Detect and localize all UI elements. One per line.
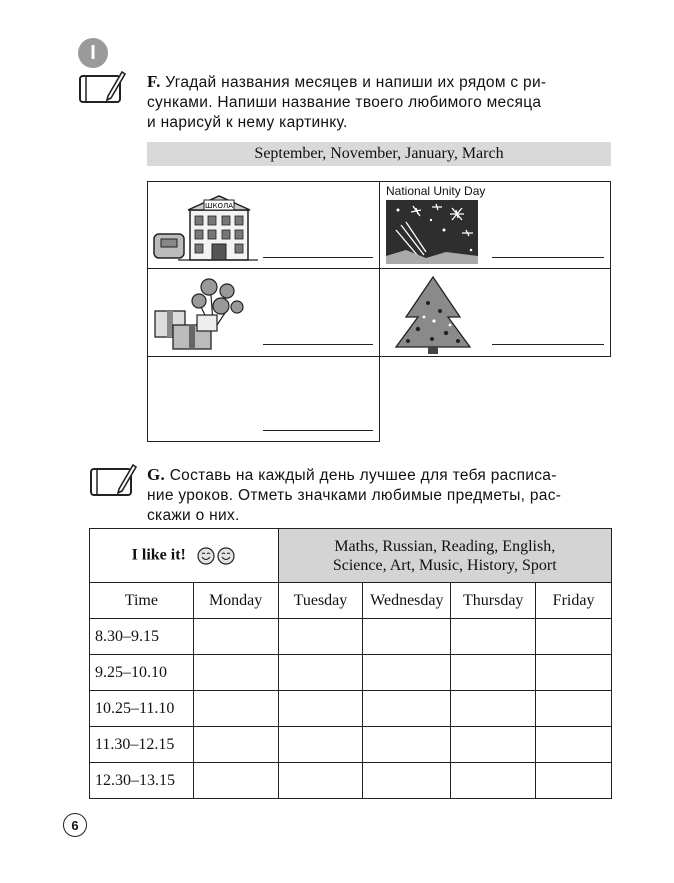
time-slot: 12.30–13.15 <box>90 763 194 799</box>
picture-cell-school <box>147 181 380 269</box>
header-tuesday: Tuesday <box>278 583 363 619</box>
task-g-line-3: скажи о них. <box>147 507 240 524</box>
page-number: 6 <box>63 813 87 837</box>
time-slot: 11.30–12.15 <box>90 727 194 763</box>
flowers-gifts-picture <box>151 273 251 353</box>
lesson-cell[interactable] <box>363 763 451 799</box>
picture-cell-favourite-month[interactable] <box>147 356 380 442</box>
unit-badge: I <box>78 38 108 68</box>
answer-line-tree[interactable] <box>492 344 604 345</box>
lesson-cell[interactable] <box>536 763 612 799</box>
subjects-line-2: Science, Art, Music, History, Sport <box>332 556 557 574</box>
picture-cell-fireworks <box>379 181 611 269</box>
lesson-cell[interactable] <box>193 727 278 763</box>
task-g-line-2: ние уроков. Отметь значками любимые предметы, рас- <box>147 487 562 504</box>
lesson-cell[interactable] <box>363 727 451 763</box>
lesson-cell[interactable] <box>363 655 451 691</box>
lesson-cell[interactable] <box>193 655 278 691</box>
lesson-cell[interactable] <box>536 727 612 763</box>
lesson-cell[interactable] <box>451 727 536 763</box>
lesson-cell[interactable] <box>451 619 536 655</box>
answer-line-school[interactable] <box>263 257 373 258</box>
school-sign: ШКОЛА <box>204 202 234 210</box>
christmas-tree-picture <box>388 273 478 355</box>
header-monday: Monday <box>193 583 278 619</box>
time-slot: 9.25–10.10 <box>90 655 194 691</box>
header-wednesday: Wednesday <box>363 583 451 619</box>
picture-cell-flowers <box>147 268 380 357</box>
lesson-cell[interactable] <box>193 763 278 799</box>
task-f-line-1: Угадай названия месяцев и напиши их рядом с ри- <box>165 74 547 91</box>
i-like-label: I like it! <box>131 546 186 564</box>
task-f-line-3: и нарисуй к нему картинку. <box>147 114 348 131</box>
answer-line-flowers[interactable] <box>263 344 373 345</box>
task-f-instructions <box>147 72 611 133</box>
table-row <box>90 763 612 799</box>
school-picture <box>152 192 262 264</box>
i-like-cell <box>90 529 279 583</box>
lesson-cell[interactable] <box>536 655 612 691</box>
lesson-cell[interactable] <box>451 763 536 799</box>
lesson-cell[interactable] <box>451 655 536 691</box>
task-g-letter: G. <box>147 465 166 484</box>
lesson-cell[interactable] <box>363 691 451 727</box>
task-g-line-1: Составь на каждый день лучшее для тебя расписа- <box>169 467 557 484</box>
task-f-letter: F. <box>147 72 161 91</box>
answer-line-favourite-month[interactable] <box>263 430 373 431</box>
lesson-cell[interactable] <box>363 619 451 655</box>
fireworks-picture <box>386 200 478 264</box>
lesson-cell[interactable] <box>193 619 278 655</box>
task-g-instructions <box>147 465 611 526</box>
smiley-faces-icon <box>196 546 236 566</box>
table-row <box>90 655 612 691</box>
table-row <box>90 619 612 655</box>
header-friday: Friday <box>536 583 612 619</box>
time-slot: 8.30–9.15 <box>90 619 194 655</box>
lesson-cell[interactable] <box>536 691 612 727</box>
table-row <box>90 727 612 763</box>
answer-line-fireworks[interactable] <box>492 257 604 258</box>
schedule-table <box>89 528 612 799</box>
task-f-line-2: сунками. Напиши название твоего любимого месяца <box>147 94 542 111</box>
lesson-cell[interactable] <box>278 763 363 799</box>
lesson-cell[interactable] <box>278 691 363 727</box>
header-time: Time <box>90 583 194 619</box>
lesson-cell[interactable] <box>193 691 278 727</box>
lesson-cell[interactable] <box>278 655 363 691</box>
subjects-line-1: Maths, Russian, Reading, English, <box>334 537 556 555</box>
picture-cell-tree <box>379 268 611 357</box>
notebook-pencil-icon <box>89 463 137 497</box>
lesson-cell[interactable] <box>536 619 612 655</box>
word-bank: September, November, January, March <box>147 142 611 166</box>
table-row <box>90 691 612 727</box>
time-slot: 10.25–11.10 <box>90 691 194 727</box>
lesson-cell[interactable] <box>278 619 363 655</box>
subjects-list <box>278 529 611 583</box>
lesson-cell[interactable] <box>278 727 363 763</box>
header-thursday: Thursday <box>451 583 536 619</box>
lesson-cell[interactable] <box>451 691 536 727</box>
fireworks-caption: National Unity Day <box>386 184 486 198</box>
notebook-pencil-icon <box>78 70 126 104</box>
